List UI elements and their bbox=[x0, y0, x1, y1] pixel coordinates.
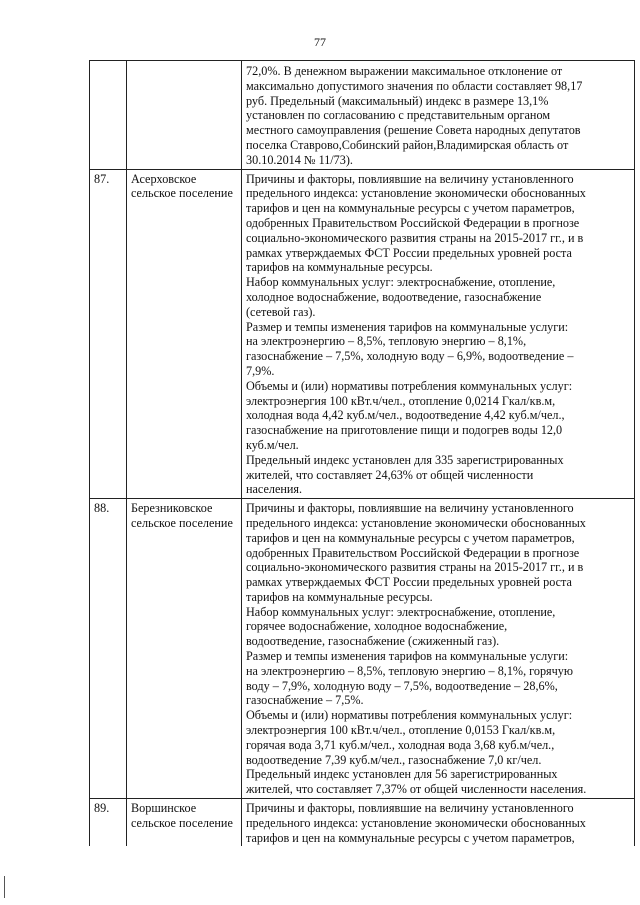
settlement-name bbox=[127, 61, 242, 170]
settlement-name: Воршинское сельское поселение bbox=[127, 799, 242, 847]
paragraph-volumes: Объемы и (или) нормативы потребления коммунальных услуг: электроэнергия 100 кВт.ч/чел., отопление 0,0153 Гкал/кв.м, горячая вода 3,71 куб.м/чел., холодная вода 3,68 куб.м/чел., водоотведение 7,39 куб.м/чел., газоснабжение 7,0 кг/чел. bbox=[246, 708, 573, 767]
paragraph-services: Набор коммунальных услуг: электроснабжение, отопление, холодное водоснабжение, водоотведение, газоснабжение (сетевой газ). bbox=[246, 275, 556, 319]
table-row-87 bbox=[90, 169, 635, 499]
paragraph-tariffs: Размер и темпы изменения тарифов на коммунальные услуги: на электроэнергию – 8,5%, тепловую энергию – 8,1%, горячую воду – 7,9%, холодную воду – 7,5%, водоотведение – 28,6%, газоснабжение – 7,5%. bbox=[246, 649, 573, 708]
row-number bbox=[90, 61, 127, 170]
scan-edge-mark bbox=[4, 876, 5, 898]
paragraph-factors: Причины и факторы, повлиявшие на величину установленного предельного индекса: установление экономически обоснованных тарифов и цен на коммунальные ресурсы с учетом параметров, одобренных Правительством Российской Федерации в прогнозе социально-экономического развития страны на 2015-2017 гг., и в рамках утверждаемых ФСТ России предельных уровней роста тарифов на коммунальные ресурсы. bbox=[246, 501, 586, 604]
row-text: 72,0%. В денежном выражении максимальное отклонение от максимально допустимого значения по области составляет 98,17 руб. Предельный (максимальный) индекс в размере 13,1% установлен по согласованию с представительным органом местного самоуправления (решение Совета народных депутатов поселка Ставрово,Собинский район,Владимирская область от 30.10.2014 № 11/73). bbox=[242, 61, 635, 170]
table-row-continuation bbox=[90, 61, 635, 170]
row-number: 88. bbox=[90, 499, 127, 799]
paragraph-volumes: Объемы и (или) нормативы потребления коммунальных услуг: электроэнергия 100 кВт.ч/чел., отопление 0,0214 Гкал/кв.м, холодная вода 4,42 куб.м/чел., водоотведение 4,42 куб.м/чел., газоснабжение на приготовление пищи и подогрев воды 12,0 куб.м/чел. bbox=[246, 378, 573, 452]
paragraph-factors: Причины и факторы, повлиявшие на величину установленного предельного индекса: установление экономически обоснованных тарифов и цен на коммунальные ресурсы с учетом параметров, bbox=[246, 801, 586, 845]
page-number: 77 bbox=[314, 35, 326, 49]
paragraph-index: Предельный индекс установлен для 56 зарегистрированных жителей, что составляет 7,37% от общей численности населения. bbox=[246, 767, 587, 797]
paragraph-factors: Причины и факторы, повлиявшие на величину установленного предельного индекса: установление экономически обоснованных тарифов и цен на коммунальные ресурсы с учетом параметров, одобренных Правительством Российской Федерации в прогнозе социально-экономического развития страны на 2015-2017 гг., и в рамках утверждаемых ФСТ России предельных уровней роста тарифов на коммунальные ресурсы. bbox=[246, 171, 586, 275]
row-number: 89. bbox=[90, 799, 127, 847]
paragraph-services: Набор коммунальных услуг: электроснабжение, отопление, горячее водоснабжение, холодное водоснабжение, водоотведение, газоснабжение (сжиженный газ). bbox=[246, 604, 556, 649]
row-details bbox=[242, 499, 635, 799]
paragraph-index: Предельный индекс установлен для 335 зарегистрированных жителей, что составляет 24,63% от общей численности населения. bbox=[246, 452, 564, 497]
row-number: 87. bbox=[90, 169, 127, 499]
table-row-89 bbox=[90, 799, 635, 847]
settlement-name: Березниковское сельское поселение bbox=[127, 499, 242, 799]
paragraph-tariffs: Размер и темпы изменения тарифов на коммунальные услуги: на электроэнергию – 8,5%, тепловую энергию – 8,1%, газоснабжение – 7,5%, холодную воду – 6,9%, водоотведение – 7,9%. bbox=[246, 319, 574, 378]
settlement-name: Асерховское сельское поселение bbox=[127, 169, 242, 499]
row-details bbox=[242, 799, 635, 847]
row-details bbox=[242, 169, 635, 499]
settlements-table bbox=[89, 60, 635, 846]
table-row-88 bbox=[90, 499, 635, 799]
